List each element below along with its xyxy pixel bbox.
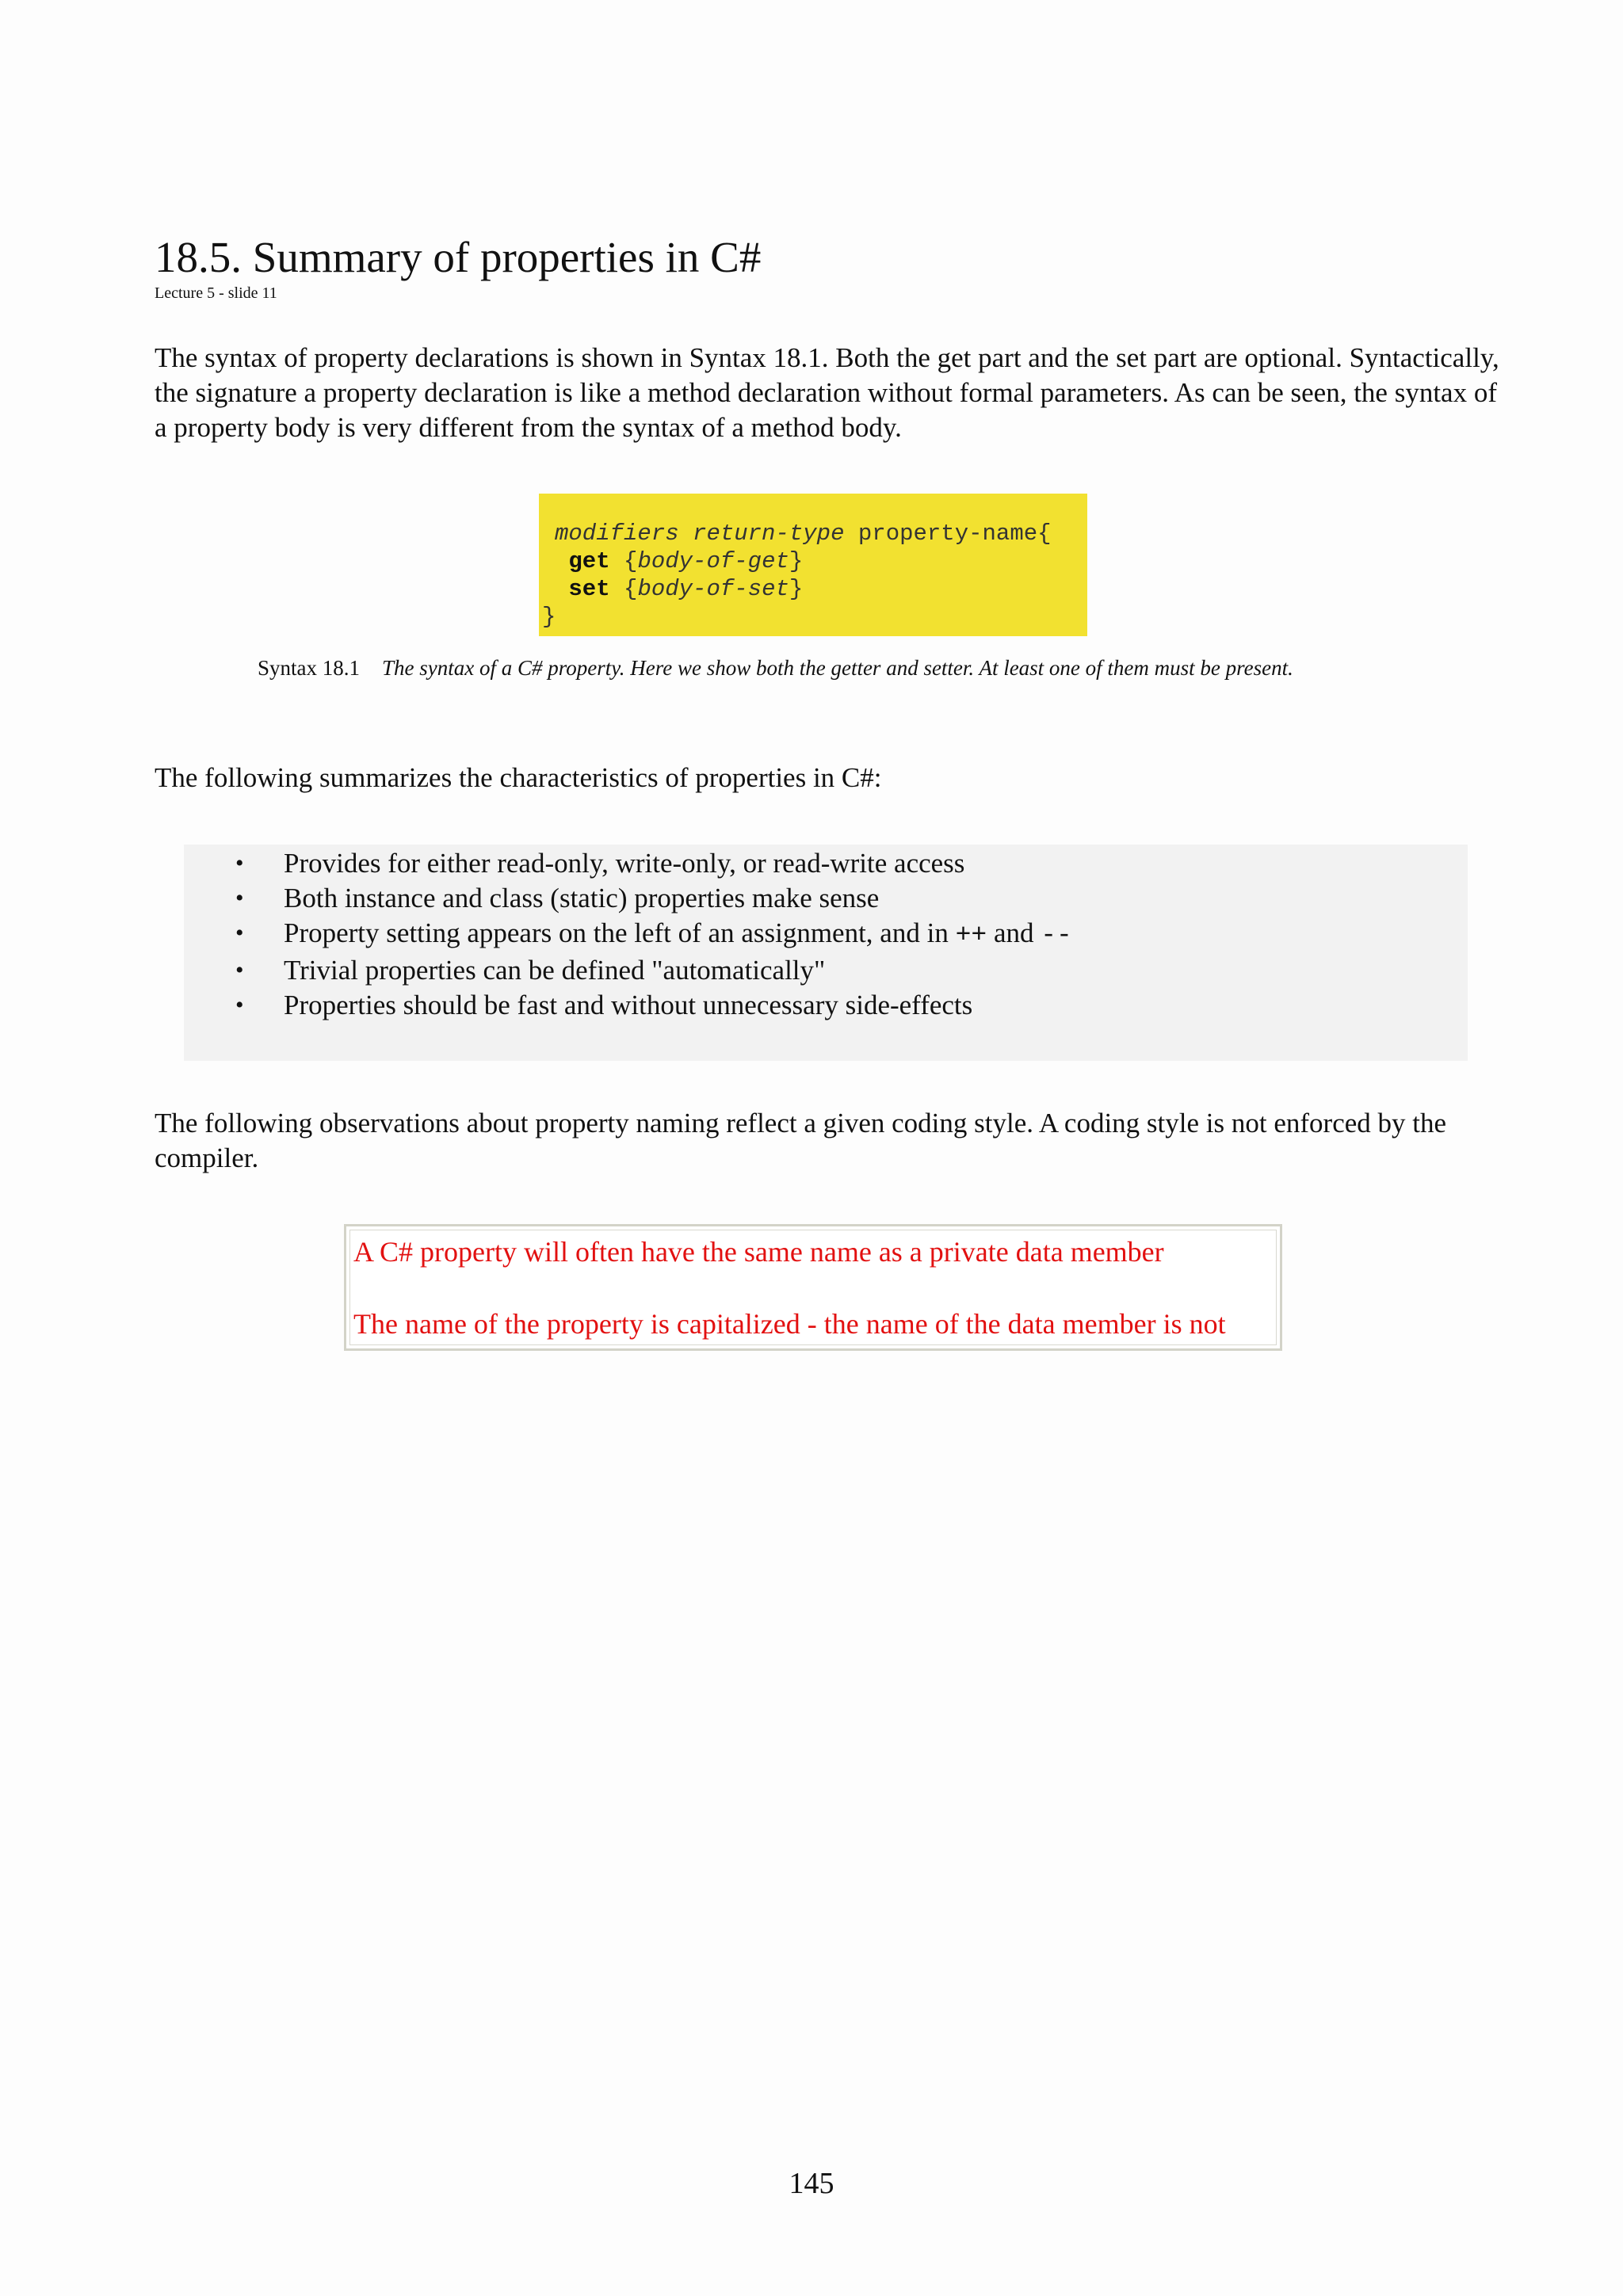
slide-reference: Lecture 5 - slide 11: [155, 284, 277, 302]
list-item: [184, 881, 1072, 916]
syntax-return-type: return-type: [693, 521, 845, 547]
syntax-line-set: [539, 575, 1087, 603]
caption-text: The syntax of a C# property. Here we show both the getter and setter. At least one of them must be present.: [382, 656, 1293, 680]
list-item: [184, 916, 1072, 953]
syntax-caption: [258, 654, 1367, 682]
page-number: 145: [789, 2167, 834, 2200]
naming-note-box: [344, 1224, 1282, 1351]
list-item-text: Property setting appears on the left of an assignment, and in: [284, 917, 956, 948]
list-item-text: Provides for either read-only, write-only, or read-write access: [284, 848, 965, 879]
syntax-set-keyword: set: [568, 576, 610, 602]
list-item-text: Both instance and class (static) properties make sense: [284, 883, 880, 913]
list-item-and: and: [987, 917, 1041, 948]
bullet-icon: •: [235, 850, 244, 876]
increment-operator: ++: [955, 921, 987, 950]
syntax-modifiers: modifiers: [555, 521, 679, 547]
syntax-get-body: body-of-get: [637, 548, 789, 574]
caption-label: Syntax 18.1: [258, 656, 361, 680]
syntax-line-get: [539, 547, 1087, 575]
decrement-operator: --: [1041, 921, 1072, 950]
summary-list: [184, 846, 1072, 1023]
syntax-box: [539, 494, 1087, 636]
bullet-icon: •: [235, 885, 244, 911]
list-item-text: Trivial properties can be defined "automatically": [284, 955, 826, 986]
list-item: [184, 846, 1072, 881]
syntax-set-body: body-of-set: [637, 576, 789, 602]
syntax-get-close: }: [789, 548, 804, 574]
syntax-get-open: {: [624, 548, 638, 574]
intro-paragraph: The syntax of property declarations is shown in Syntax 18.1. Both the get part and the set part are optional. Syntactically, the signature a property declaration is like a method declaration without formal parameters. As can be seen, the syntax of a property body is very different from the syntax of a method body.: [155, 342, 1499, 443]
syntax-set-open: {: [624, 576, 638, 602]
section-title: 18.5. Summary of properties in C#: [155, 233, 762, 281]
summary-list-box: [184, 845, 1468, 1061]
bullet-icon: •: [235, 920, 244, 946]
note-line-2: The name of the property is capitalized - the name of the data member is not: [353, 1308, 1226, 1340]
note-line-1: A C# property will often have the same name as a private data member: [353, 1236, 1164, 1268]
bullet-icon: •: [235, 992, 244, 1018]
list-item-text: Properties should be fast and without unnecessary side-effects: [284, 990, 973, 1020]
syntax-property-name: property-name{: [857, 521, 1052, 547]
list-item: [184, 988, 1072, 1023]
syntax-line-declaration: [539, 520, 1087, 547]
syntax-get-keyword: get: [568, 548, 610, 574]
bullet-icon: •: [235, 957, 244, 983]
syntax-set-close: }: [789, 576, 804, 602]
syntax-closing-brace: }: [542, 604, 556, 630]
list-item: [184, 953, 1072, 988]
naming-paragraph: The following observations about property naming reflect a given coding style. A coding style is not enforced by the compiler.: [155, 1108, 1447, 1173]
summary-intro: The following summarizes the characteristics of properties in C#:: [155, 762, 882, 793]
